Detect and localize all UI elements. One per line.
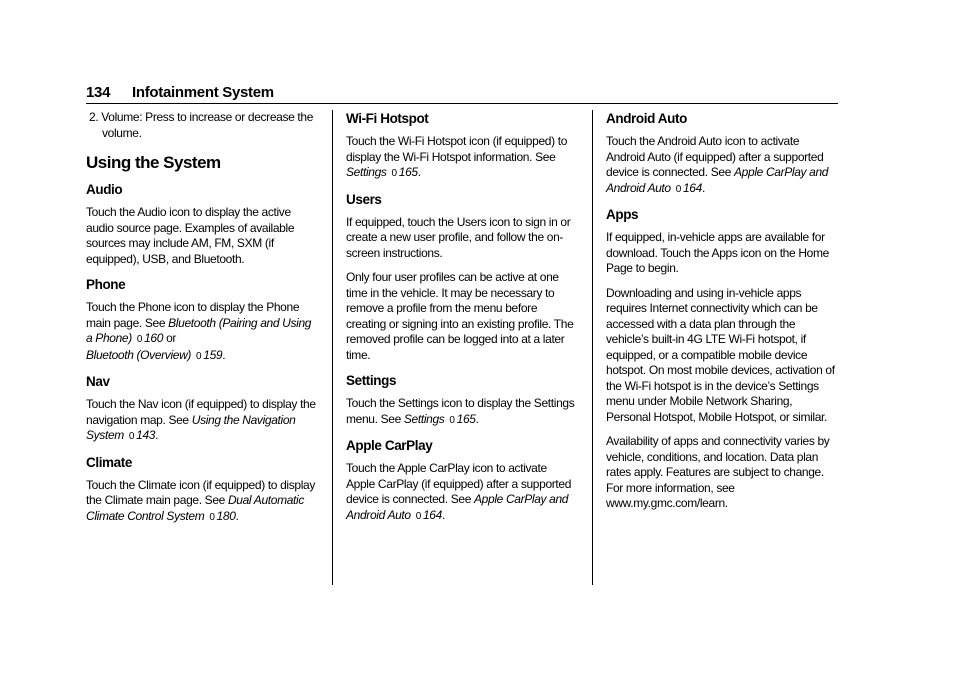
paragraph-climate: [86, 478, 318, 526]
paragraph-users-2: Only four user profiles can be active at one time in the vehicle. It may be necessary to remove a profile from the menu before creating or signing into an existing profile. The removed profile can be logged into at a later time.: [346, 270, 574, 362]
text: .: [701, 180, 705, 195]
heading-using-the-system: Using the System: [86, 153, 221, 172]
paragraph-apps-2: Downloading and using in-vehicle apps requires Internet connectivity which can be accessed with a data plan through the vehicle’s built-in 4G LTE Wi-Fi hotspot, if equipped, or a compatible mobile device hotspot. On most mobile devices, activation of the Wi-Fi hotspot is in the device’s Settings menu under Mobile Network Sharing, Personal Hotspot, Mobile Hotspot, or similar.: [606, 285, 835, 424]
heading-wifi-hotspot: Wi-Fi Hotspot: [346, 111, 429, 126]
xref-link[interactable]: Dual Automatic Climate Control System: [86, 493, 304, 523]
xref-page[interactable]: 159: [203, 347, 223, 362]
xref-page[interactable]: 165: [398, 165, 418, 179]
page-ref-arrow-icon: 0: [415, 510, 421, 522]
text: .: [235, 508, 239, 523]
xref-page[interactable]: 164: [682, 180, 702, 195]
paragraph-users-1: If equipped, touch the Users icon to sign in or create a new user profile, and follow the on-screen instructions.: [346, 214, 571, 260]
text: Touch the Android Auto icon to activate Android Auto (if equipped) after a supported device is connected. See: [606, 134, 824, 179]
page-ref-arrow-icon: 0: [675, 183, 681, 195]
text: .: [475, 411, 479, 426]
heading-users: Users: [346, 191, 382, 207]
paragraph-android-auto: [606, 134, 838, 197]
xref-link[interactable]: Using the Navigation System: [86, 412, 296, 442]
text: Touch the Nav icon (if equipped) to display the navigation map. See: [86, 397, 316, 427]
text: .: [441, 507, 445, 522]
text: or: [163, 331, 177, 345]
xref-page[interactable]: 143: [136, 428, 156, 442]
xref-page[interactable]: 164: [422, 507, 442, 522]
heading-audio: Audio: [86, 182, 123, 197]
xref-page[interactable]: 180: [216, 508, 236, 523]
header-divider: [86, 103, 838, 104]
paragraph-apple-carplay: [346, 461, 578, 524]
xref-link[interactable]: Apple CarPlay and Android Auto: [606, 165, 829, 195]
text: .: [417, 165, 421, 179]
text: Touch the Wi-Fi Hotspot icon (if equipped) to display the Wi-Fi Hotspot information. See: [346, 134, 568, 164]
heading-phone: Phone: [86, 277, 126, 292]
heading-apple-carplay: Apple CarPlay: [346, 438, 433, 453]
page-ref-arrow-icon: 0: [449, 414, 455, 426]
page-ref-arrow-icon: 0: [128, 431, 135, 442]
paragraph-apps-1: If equipped, in-vehicle apps are available for download. Touch the Apps icon on the Home Page to begin.: [606, 230, 829, 275]
page-header: [86, 84, 838, 102]
list-item: 2. Volume: Press to increase or decrease the volume.: [89, 110, 314, 140]
xref-link[interactable]: Bluetooth (Overview): [86, 347, 192, 362]
paragraph-apps-3: Availability of apps and connectivity varies by vehicle, conditions, and location. Data plan rates apply. Features are subject to change. For more information, see www.my.gmc.com/learn.: [606, 434, 830, 510]
column-divider: [332, 110, 333, 585]
page-ref-arrow-icon: 0: [136, 334, 143, 345]
text: Touch the Apple CarPlay icon to activate Apple CarPlay (if equipped) after a supported device is connected. See: [346, 461, 572, 506]
text: Touch the Phone icon to display the Phone main page. See: [86, 300, 300, 330]
section-title: Infotainment System: [132, 84, 274, 101]
text: .: [222, 347, 226, 362]
column-1: [86, 110, 318, 534]
paragraph-nav: [86, 397, 318, 445]
page-number: 134: [86, 84, 111, 101]
text: .: [155, 428, 159, 442]
text: Touch the Settings icon to display the Settings menu. See: [346, 396, 575, 426]
xref-link[interactable]: Settings: [403, 411, 445, 426]
page-ref-arrow-icon: 0: [209, 511, 215, 523]
column-2: [346, 110, 578, 533]
heading-android-auto: Android Auto: [606, 111, 687, 126]
heading-nav: Nav: [86, 374, 110, 389]
xref-page[interactable]: 165: [456, 411, 476, 426]
column-3: [606, 110, 838, 521]
heading-apps: Apps: [606, 207, 639, 222]
text: Touch the Climate icon (if equipped) to display the Climate main page. See: [86, 477, 316, 507]
paragraph-wifi-hotspot: [346, 134, 578, 182]
xref-link[interactable]: Settings: [346, 165, 387, 179]
paragraph-phone: [86, 300, 318, 364]
xref-link[interactable]: Apple CarPlay and Android Auto: [346, 492, 569, 522]
paragraph-audio: Touch the Audio icon to display the active audio source page. Examples of available sources may include AM, FM, SXM (if equipped), USB, and Bluetooth.: [86, 205, 295, 266]
heading-climate: Climate: [86, 454, 132, 470]
page-ref-arrow-icon: 0: [196, 350, 202, 362]
heading-settings: Settings: [346, 373, 397, 388]
paragraph-settings: [346, 396, 578, 428]
xref-page[interactable]: 160: [144, 331, 164, 345]
xref-link[interactable]: Bluetooth (Pairing and Using a Phone): [86, 315, 312, 345]
page-ref-arrow-icon: 0: [391, 168, 397, 179]
column-divider: [592, 110, 593, 585]
